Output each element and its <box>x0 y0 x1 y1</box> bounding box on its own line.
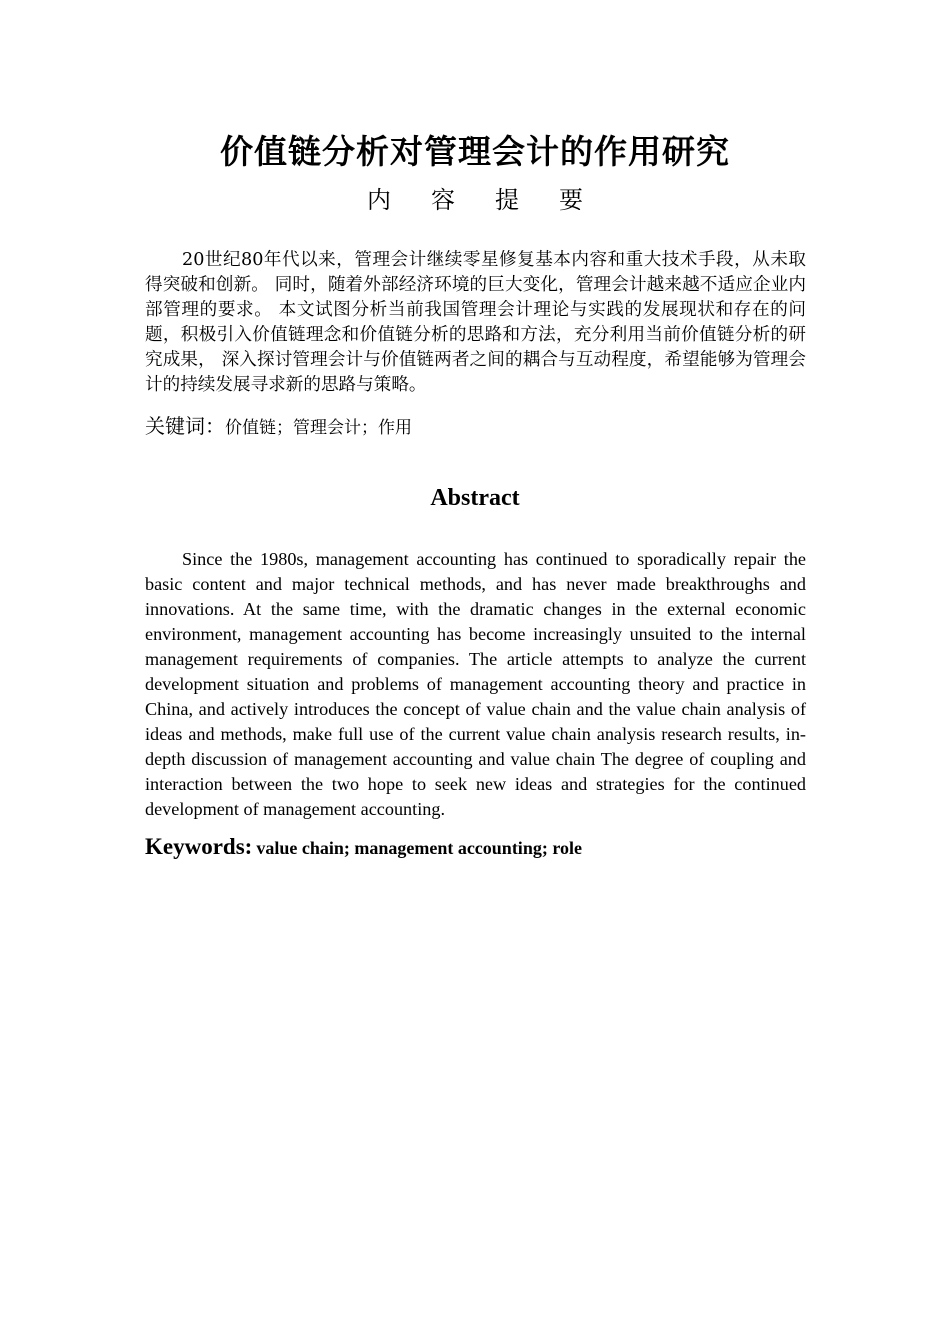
keywords-line-en <box>145 830 806 867</box>
abstract-paragraph-cn: 20世纪80年代以来，管理会计继续零星修复基本内容和重大技术手段，从未取得突破和创新。 同时，随着外部经济环境的巨大变化，管理会计越来越不适应企业内部管理的要求。 本文试图分析当前我国管理会计理论与实践的发展现状和存在的问题，积极引入价值链理念和价值链分析的思路和方法，充分利用当前价值链分析的研究成果， 深入探讨管理会计与价值链两者之间的耦合与互动程度，希望能够为管理会计的持续发展寻求新的思路与策略。 <box>145 250 806 395</box>
section-heading-cn: 内容提要 <box>367 186 623 214</box>
keywords-label-en: Keywords: <box>145 834 253 859</box>
keywords-line-cn <box>145 410 806 444</box>
keywords-label-cn: 关键词： <box>145 414 225 438</box>
page-title-cn: 价值链分析对管理会计的作用研究 <box>220 132 730 171</box>
section-heading-en: Abstract <box>430 485 520 511</box>
keywords-text-cn: 价值链；管理会计；作用 <box>225 418 412 438</box>
abstract-paragraph-en: Since the 1980s, management accounting has continued to sporadically repair the basic content and major technical methods, and has never made breakthroughs and innovations. At the same time, with the dramatic changes in the external economic environment, management accounting has become increasingly unsuited to the internal management requirements of companies. The article attempts to analyze the current development situation and problems of management accounting theory and practice in China, and actively introduces the concept of value chain and the value chain analysis of ideas and methods, make full use of the current value chain analysis research results, in-depth discussion of management accounting and value chain The degree of coupling and interaction between the two hope to seek new ideas and strategies for the continued development of management accounting. <box>145 549 806 819</box>
keywords-text-en: value chain; management accounting; role <box>256 838 582 858</box>
